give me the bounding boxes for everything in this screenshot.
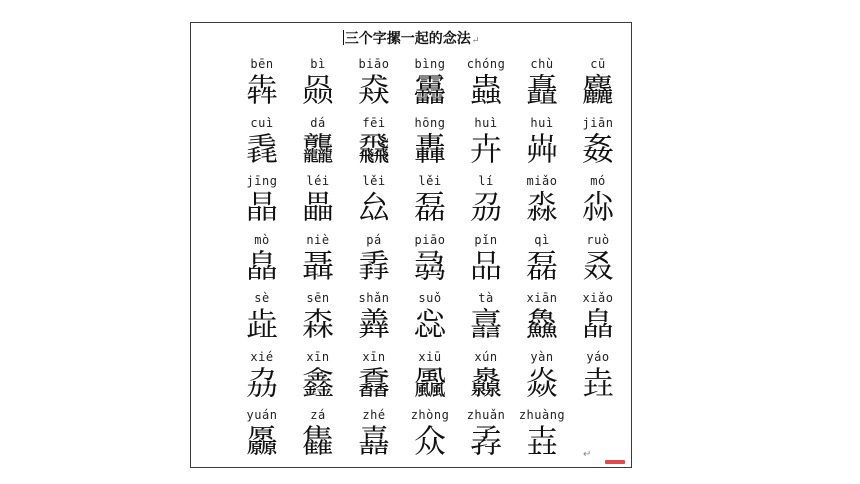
document-title: 三个字摞一起的念法	[344, 31, 471, 47]
chinese-character: 芔	[525, 129, 558, 168]
pinyin-label: pǐn	[474, 232, 498, 247]
chinese-character: 森	[301, 305, 334, 343]
pinyin-label: xiān	[526, 291, 558, 305]
chinese-character: 卉	[469, 129, 502, 168]
character-entry	[290, 291, 346, 350]
pinyin-label: chóng	[466, 57, 506, 71]
pinyin-label: hōng	[414, 115, 446, 130]
character-entry	[346, 350, 402, 409]
document-title-line[interactable]	[191, 29, 631, 51]
pinyin-label: huì	[530, 115, 554, 130]
character-entry	[402, 291, 458, 350]
character-grid	[234, 57, 626, 467]
character-entry	[458, 350, 514, 409]
pinyin-label: xiǎo	[582, 291, 614, 305]
chinese-character: 品	[469, 246, 502, 285]
chinese-character: 鱻	[525, 305, 558, 343]
pinyin-label: fēi	[362, 115, 386, 130]
character-entry	[346, 174, 402, 233]
chinese-character: 毳	[245, 129, 278, 168]
character-entry	[402, 233, 458, 292]
pinyin-label: xīn	[306, 349, 330, 364]
chinese-character: 惢	[413, 305, 446, 343]
pinyin-label: piāo	[414, 232, 446, 247]
chinese-character: 歮	[245, 305, 278, 343]
character-entry	[458, 57, 514, 116]
chinese-character: 皛	[581, 305, 614, 343]
chinese-character: 聶	[301, 246, 334, 285]
pinyin-label: cuì	[250, 115, 274, 130]
chinese-character: 厵	[245, 422, 278, 460]
document-page	[190, 22, 632, 468]
pinyin-label: xīn	[362, 349, 386, 364]
character-entry	[570, 116, 626, 175]
character-entry	[346, 408, 402, 467]
chinese-character: 犇	[245, 71, 278, 109]
character-entry	[514, 291, 570, 350]
chinese-character: 鑫	[301, 363, 334, 402]
pinyin-label: biāo	[358, 57, 390, 71]
character-row	[234, 174, 626, 233]
character-entry	[234, 291, 290, 350]
pinyin-label: suǒ	[418, 291, 442, 305]
chinese-character: 羴	[357, 305, 390, 343]
chinese-character: 刕	[469, 188, 502, 226]
chinese-character: 皛	[245, 246, 278, 285]
pinyin-label: zhuàng	[518, 408, 566, 422]
pinyin-label: huì	[474, 115, 498, 130]
pinyin-label: bēn	[250, 57, 274, 71]
pinyin-label: miǎo	[526, 174, 558, 188]
chinese-character: 畾	[301, 188, 334, 226]
chinese-character: 龘	[301, 129, 334, 168]
pinyin-label: xiū	[418, 349, 442, 364]
character-entry	[514, 174, 570, 233]
chinese-character: 淼	[525, 188, 558, 226]
character-row	[234, 291, 626, 350]
chinese-character: 劦	[245, 363, 278, 402]
character-entry	[514, 116, 570, 175]
character-entry	[346, 57, 402, 116]
pinyin-label: yàn	[530, 349, 554, 364]
character-entry	[346, 233, 402, 292]
pinyin-label: xún	[474, 349, 498, 364]
chinese-character: 蟲	[469, 71, 502, 109]
chinese-character: 垚	[581, 363, 614, 402]
chinese-character: 厽	[357, 188, 390, 226]
pinyin-label: zá	[310, 408, 326, 422]
pinyin-label: cū	[590, 57, 606, 71]
character-entry	[234, 116, 290, 175]
pinyin-label: zhòng	[410, 408, 450, 422]
chinese-character: 矗	[525, 71, 558, 109]
chinese-character: 麤	[581, 71, 614, 109]
character-entry	[570, 174, 626, 233]
chinese-character: 飍	[413, 363, 446, 402]
pinyin-label: niè	[306, 232, 330, 247]
chinese-character: 猋	[357, 71, 390, 109]
chinese-character: 掱	[357, 246, 390, 285]
pinyin-label: mò	[254, 232, 270, 247]
pinyin-label: jīng	[246, 174, 278, 188]
character-entry	[458, 174, 514, 233]
pinyin-label: bìng	[414, 57, 446, 71]
character-entry	[402, 350, 458, 409]
pinyin-label: pá	[366, 232, 382, 247]
chinese-character: 壵	[525, 422, 558, 460]
character-entry	[402, 174, 458, 233]
character-entry	[290, 350, 346, 409]
chinese-character: 尛	[581, 188, 614, 226]
pinyin-label: sēn	[306, 291, 330, 305]
character-entry	[402, 57, 458, 116]
pinyin-label: bì	[310, 57, 326, 71]
character-entry	[346, 291, 402, 350]
pinyin-label: tà	[478, 291, 494, 305]
chinese-character: 飝	[357, 129, 390, 168]
character-row	[234, 350, 626, 409]
chinese-character: 靐	[413, 71, 446, 109]
character-entry	[290, 408, 346, 467]
pinyin-label: zhuǎn	[466, 408, 506, 422]
character-entry	[290, 174, 346, 233]
character-row	[234, 57, 626, 116]
character-entry	[570, 350, 626, 409]
chinese-character: 骉	[413, 246, 446, 285]
character-entry	[514, 233, 570, 292]
watermark-logo	[605, 460, 625, 464]
character-entry	[570, 57, 626, 116]
character-entry	[290, 233, 346, 292]
chinese-character: 磊	[413, 188, 446, 226]
character-row	[234, 408, 626, 467]
pinyin-label: xié	[250, 349, 274, 364]
pinyin-label: dá	[310, 115, 326, 130]
chinese-character: 灥	[469, 363, 502, 402]
chinese-character: 姦	[581, 129, 614, 168]
character-entry	[234, 350, 290, 409]
character-entry	[290, 57, 346, 116]
pinyin-label: chù	[530, 57, 554, 71]
chinese-character: 众	[413, 422, 446, 460]
pinyin-label: ruò	[586, 232, 610, 247]
pinyin-label: jiān	[582, 115, 614, 130]
pinyin-label: lí	[478, 174, 494, 188]
pinyin-label: yáo	[586, 349, 610, 364]
character-entry	[234, 174, 290, 233]
character-row	[234, 233, 626, 292]
character-entry	[234, 57, 290, 116]
character-entry	[514, 408, 570, 467]
character-entry	[458, 408, 514, 467]
character-entry	[458, 291, 514, 350]
chinese-character: 雥	[301, 422, 334, 460]
character-entry	[346, 116, 402, 175]
chinese-character: 磊	[525, 246, 558, 285]
pinyin-label: lěi	[418, 174, 442, 188]
chinese-character: 叒	[581, 246, 614, 285]
pinyin-label: zhé	[362, 408, 386, 422]
character-entry	[290, 116, 346, 175]
character-entry	[402, 116, 458, 175]
text-cursor	[343, 30, 344, 45]
paragraph-mark: ↵	[471, 36, 480, 46]
chinese-character: 赑	[301, 71, 334, 109]
pinyin-label: mó	[590, 174, 606, 188]
pinyin-label: yuán	[246, 408, 278, 422]
chinese-character: 馫	[357, 363, 390, 402]
character-entry	[458, 233, 514, 292]
chinese-character: 譶	[469, 305, 502, 343]
pinyin-label: léi	[306, 174, 330, 188]
character-entry	[458, 116, 514, 175]
chinese-character: 晶	[245, 188, 278, 226]
character-entry	[570, 291, 626, 350]
chinese-character: 轟	[413, 129, 446, 168]
pinyin-label: sè	[254, 291, 270, 305]
character-entry	[570, 233, 626, 292]
chinese-character: 焱	[525, 363, 558, 402]
pinyin-label: qì	[534, 232, 550, 247]
character-entry	[514, 350, 570, 409]
pinyin-label: shǎn	[358, 291, 390, 305]
character-row	[234, 116, 626, 175]
character-entry	[402, 408, 458, 467]
character-entry	[514, 57, 570, 116]
chinese-character: 嚞	[357, 422, 390, 460]
chinese-character: 孨	[469, 422, 502, 460]
pinyin-label: lěi	[362, 174, 386, 188]
character-entry	[234, 233, 290, 292]
end-paragraph-mark: ↵	[583, 449, 592, 460]
character-entry	[234, 408, 290, 467]
